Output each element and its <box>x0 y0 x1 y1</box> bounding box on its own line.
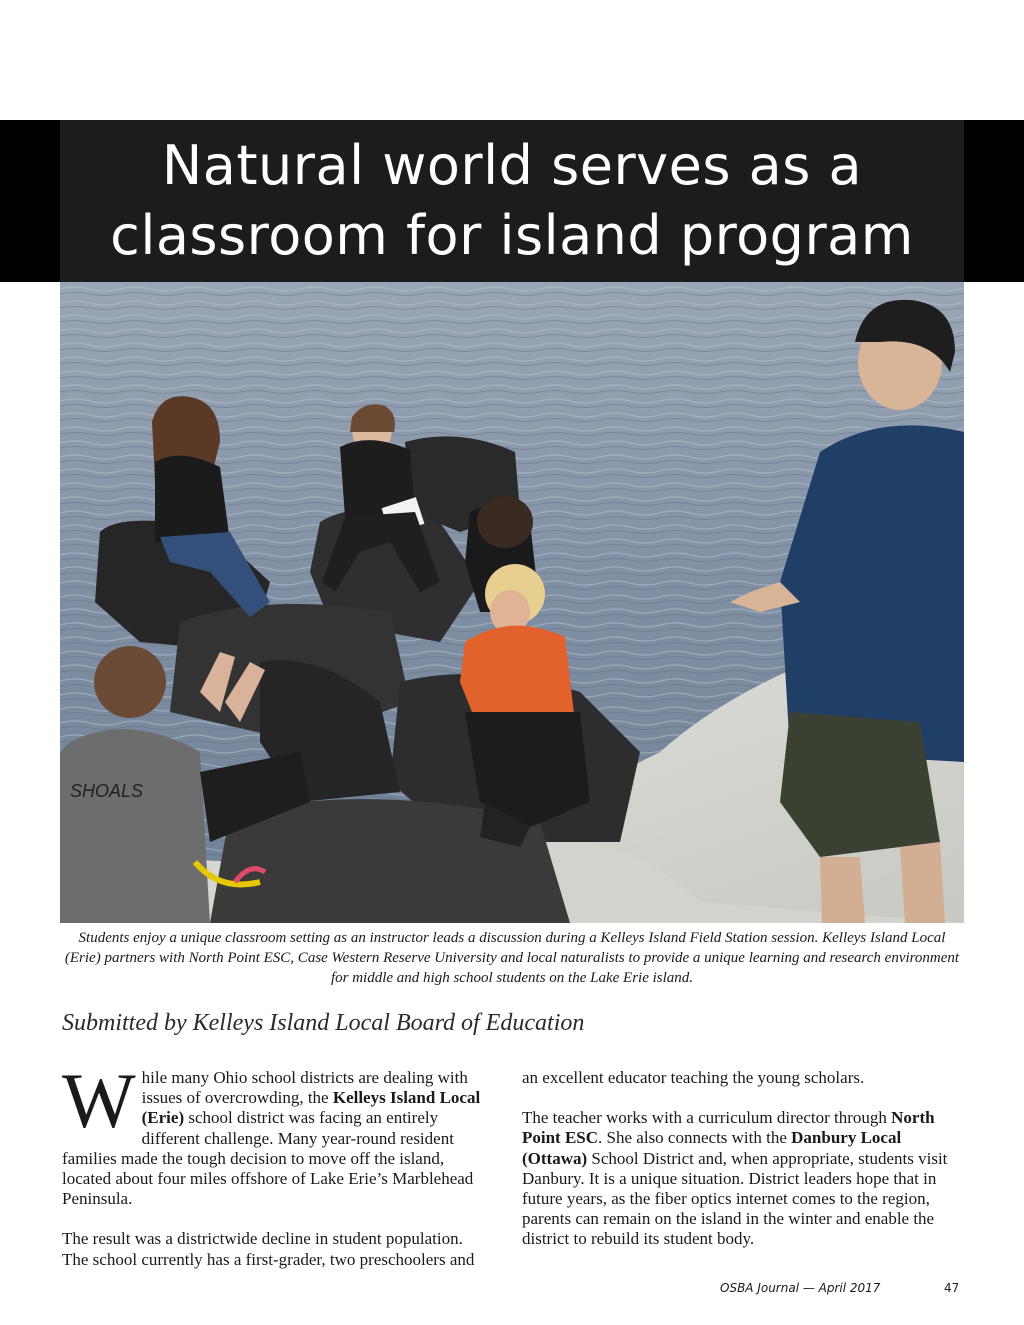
paragraph <box>522 1108 952 1249</box>
title-line-1: Natural world serves as a <box>161 134 863 197</box>
title-line-2: classroom for island program <box>110 204 914 267</box>
text-run: The teacher works with a curriculum director through <box>522 1108 892 1128</box>
footer-journal: OSBA Journal — April 2017 <box>720 1281 881 1295</box>
drop-cap: W <box>62 1057 136 1144</box>
bold-district-name: Kelleys Island Local (Erie) <box>141 1088 481 1128</box>
byline: Submitted by Kelleys Island Local Board of Education <box>62 1010 585 1036</box>
bold-district-name: Danbury Local (Ottawa) <box>522 1128 902 1168</box>
photo-caption: Students enjoy a unique classroom setting as an instructor leads a discussion during a Kelleys Island Field Station session. Kelleys Island Local (Erie) partners with North Point ESC, Case Western Reserve University and local naturalists to provide a unique learning and research environment for middle and high school students on the Lake Erie island. <box>64 930 960 986</box>
text-run: School District and, when appropriate, students visit Danbury. It is a unique situation. District leaders hope that in future years, as the fiber optics internet comes to the region, parents can remain on the island in the winter and enable the district to rebuild its student body. <box>522 1148 948 1249</box>
paragraph: The result was a districtwide decline in student population. The school currently has a first-grader, two preschoolers and <box>62 1229 475 1269</box>
article-column-left <box>62 1057 492 1270</box>
shirt-text: SHOALS <box>70 781 144 801</box>
paragraph <box>62 1057 492 1209</box>
text-run: school district was facing an entirely different challenge. Many year-round resident families made the tough decision to move off the island, located about four miles offshore of Lake Erie’s Marblehead Peninsula. <box>62 1108 474 1209</box>
bold-esc-name: North Point ESC <box>522 1108 935 1148</box>
page-number: 47 <box>944 1281 960 1295</box>
text-run: hile many Ohio school districts are dealing with issues of overcrowding, the <box>141 1068 468 1108</box>
paragraph: an excellent educator teaching the young scholars. <box>522 1068 865 1087</box>
article-photo <box>60 282 964 923</box>
article-title <box>60 120 964 282</box>
text-run: . She also connects with the <box>598 1128 792 1148</box>
article-column-right <box>522 1068 952 1250</box>
